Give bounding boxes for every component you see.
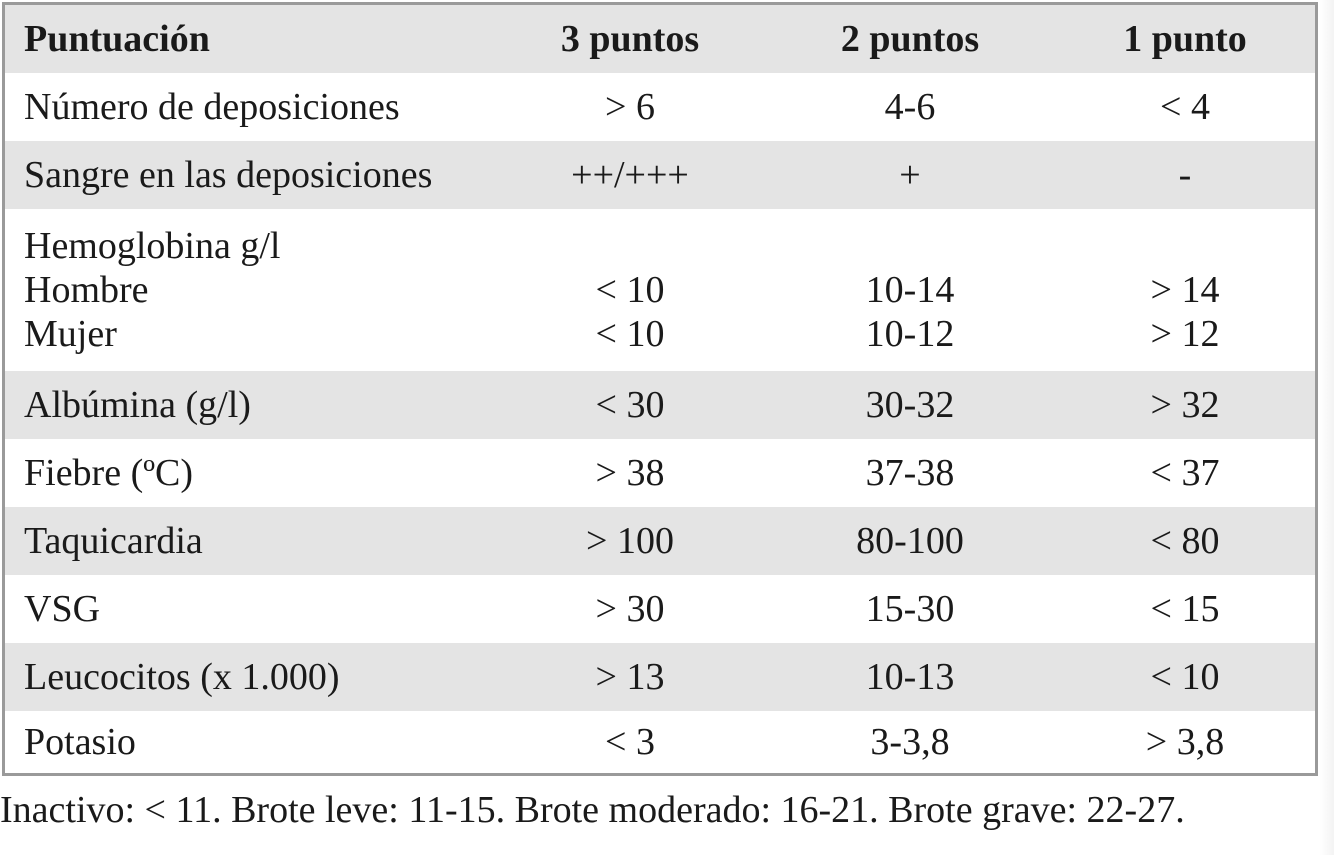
value-2-puntos: 37-38 (865, 452, 955, 494)
value-3-puntos: > 100 (586, 520, 674, 562)
header-1-punto: 1 punto (1123, 18, 1247, 60)
score-table (2, 2, 1318, 776)
value-line: > 12 (1150, 313, 1220, 355)
value-3-puntos: > 30 (595, 588, 665, 630)
value-1-punto: < 15 (1150, 588, 1220, 630)
value-3-puntos: > 13 (595, 656, 665, 698)
row-label: Número de deposiciones (24, 86, 400, 128)
value-2-puntos: 30-32 (865, 384, 955, 426)
value-line: 10-12 (865, 313, 955, 355)
header-3-puntos: 3 puntos (560, 18, 700, 60)
value-line: < 10 (595, 269, 665, 311)
value-3-puntos: < 30 (595, 384, 665, 426)
table-row (5, 507, 1315, 575)
value-1-punto: < 4 (1160, 86, 1210, 128)
row-label: VSG (24, 588, 101, 630)
value-1-punto: < 80 (1150, 520, 1220, 562)
table-row (5, 141, 1315, 209)
value-line: > 14 (1150, 269, 1220, 311)
value-3-puntos: ++/+++ (571, 154, 689, 196)
value-3-puntos (475, 209, 785, 371)
value-2-puntos: 4-6 (884, 86, 936, 128)
header-2-puntos: 2 puntos (840, 18, 980, 60)
value-2-puntos: 10-13 (865, 656, 955, 698)
label-line: Mujer (24, 313, 117, 355)
value-line (625, 224, 635, 268)
value-line: 10-14 (865, 269, 955, 311)
value-3-puntos: > 38 (595, 452, 665, 494)
label-line: Hombre (24, 269, 149, 311)
table-row (5, 711, 1315, 773)
row-label: Taquicardia (24, 520, 203, 562)
table-row (5, 643, 1315, 711)
value-1-punto: > 32 (1150, 384, 1220, 426)
label-line: Hemoglobina g/l (24, 225, 281, 267)
row-label: Sangre en las deposiciones (24, 154, 433, 196)
table-row-hemoglobina (5, 209, 1315, 371)
score-legend-footnote: Inactivo: < 11. Brote leve: 11-15. Brote moderado: 16-21. Brote grave: 22-27. (0, 789, 1185, 831)
value-3-puntos: > 6 (605, 86, 655, 128)
row-label: Fiebre (ºC) (24, 452, 194, 494)
value-3-puntos: < 3 (605, 721, 655, 763)
value-2-puntos: + (899, 154, 921, 196)
table-row (5, 73, 1315, 141)
table-header-row (5, 5, 1315, 73)
value-1-punto: - (1178, 154, 1192, 196)
value-2-puntos (755, 209, 1065, 371)
value-2-puntos: 80-100 (856, 520, 964, 562)
value-1-punto: > 3,8 (1145, 721, 1225, 763)
row-label: Albúmina (g/l) (24, 384, 251, 426)
row-label: Leucocitos (x 1.000) (24, 656, 340, 698)
value-1-punto (1035, 209, 1334, 371)
value-line: < 10 (595, 313, 665, 355)
value-line (905, 224, 915, 268)
value-1-punto: < 10 (1150, 656, 1220, 698)
row-label (24, 209, 544, 371)
value-2-puntos: 15-30 (865, 588, 955, 630)
value-2-puntos: 3-3,8 (870, 721, 950, 763)
row-label: Potasio (24, 721, 136, 763)
page-edge-shadow (1320, 0, 1334, 855)
table-row (5, 439, 1315, 507)
value-1-punto: < 37 (1150, 452, 1220, 494)
header-puntuacion: Puntuación (24, 18, 210, 60)
table-row (5, 575, 1315, 643)
table-row (5, 371, 1315, 439)
value-line (1180, 224, 1190, 268)
